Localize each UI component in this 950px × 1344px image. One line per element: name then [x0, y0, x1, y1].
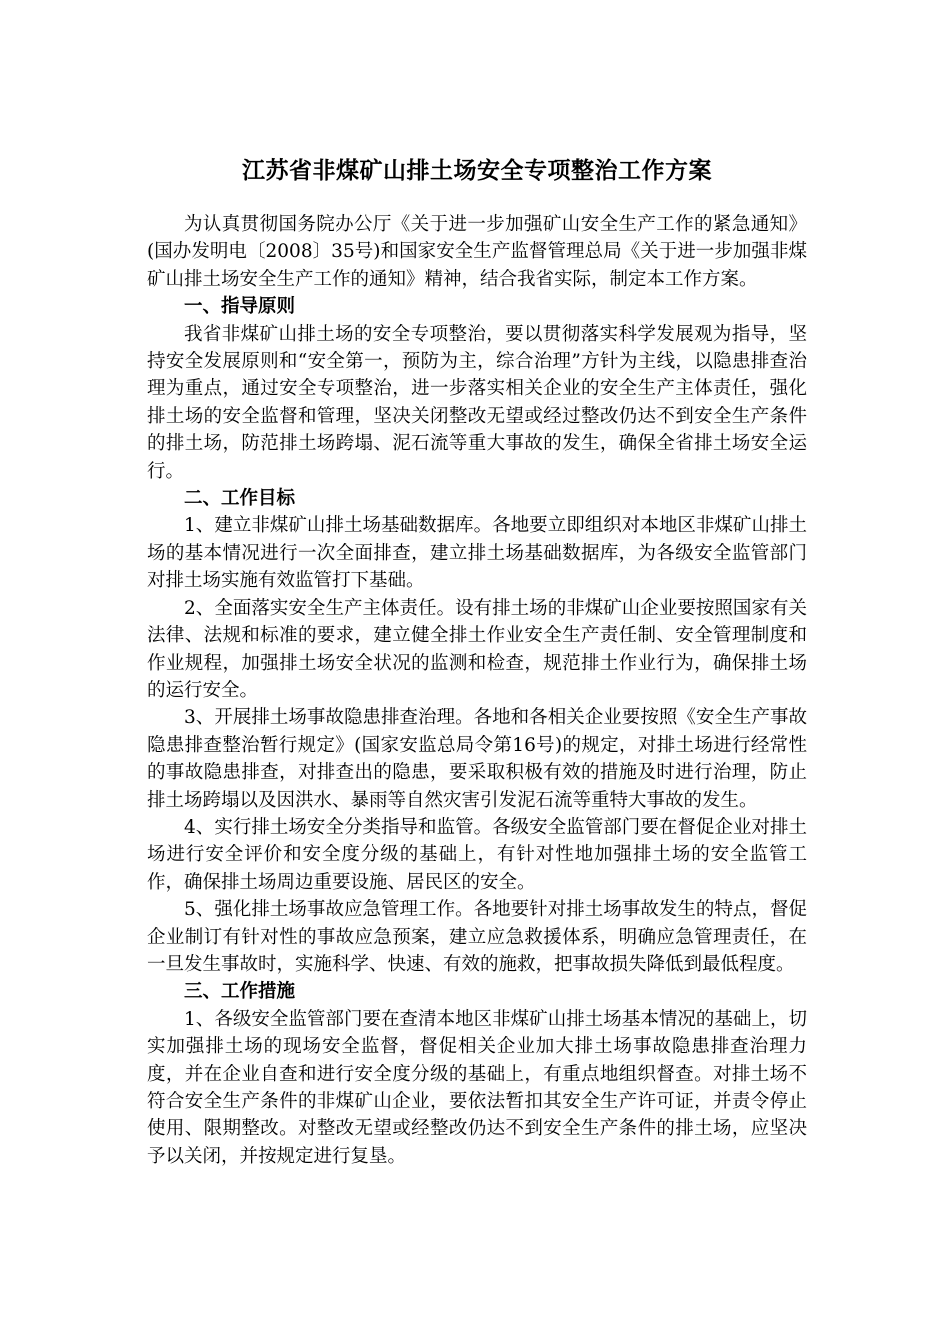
- objective-item-1: 1、建立非煤矿山排土场基础数据库。各地要立即组织对本地区非煤矿山排土场的基本情况进行一次全面排查，建立排土场基础数据库，为各级安全监管部门对排土场实施有效监管打下基础。: [147, 515, 807, 592]
- objective-item-2: 2、全面落实安全生产主体责任。设有排土场的非煤矿山企业要按照国家有关法律、法规和标准的要求，建立健全排土作业安全生产责任制、安全管理制度和作业规程，加强排土场安全状况的监测和检查，规范排土作业行为，确保排土场的运行安全。: [147, 597, 807, 701]
- objective-item-3: 3、开展排土场事故隐患排查治理。各地和各相关企业要按照《安全生产事故隐患排查整治暂行规定》(国家安监总局令第16号)的规定，对排土场进行经常性的事故隐患排查，对排查出的隐患，要采取积极有效的措施及时进行治理，防止排土场跨塌以及因洪水、暴雨等自然灾害引发泥石流等重特大事故的发生。: [147, 707, 807, 811]
- objective-item-5: 5、强化排土场事故应急管理工作。各地要针对排土场事故发生的特点，督促企业制订有针对性的事故应急预案，建立应急救援体系，明确应急管理责任，在一旦发生事故时，实施科学、快速、有效的施救，把事故损失降低到最低程度。: [147, 899, 807, 975]
- section-heading-work-objectives: 二、工作目标: [184, 488, 296, 510]
- intro-paragraph: 为认真贯彻国务院办公厅《关于进一步加强矿山安全生产工作的紧急通知》(国办发明电〔2008〕35号)和国家安全生产监督管理总局《关于进一步加强非煤矿山排土场安全生产工作的通知》精神，结合我省实际，制定本工作方案。: [147, 214, 807, 290]
- document-page: [147, 155, 807, 1170]
- section-heading-guiding-principles: 一、指导原则: [184, 296, 296, 318]
- section-heading-work-measures: 三、工作措施: [184, 981, 296, 1003]
- document-title: 江苏省非煤矿山排土场安全专项整治工作方案: [242, 158, 712, 184]
- guiding-principles-paragraph: 我省非煤矿山排土场的安全专项整治，要以贯彻落实科学发展观为指导，坚持安全发展原则和“安全第一，预防为主，综合治理”方针为主线，以隐患排查治理为重点，通过安全专项整治，进一步落实相关企业的安全生产主体责任，强化排土场的安全监督和管理，坚决关闭整改无望或经过整改仍达不到安全生产条件的排土场，防范排土场跨塌、泥石流等重大事故的发生，确保全省排土场安全运行。: [147, 323, 807, 482]
- measure-item-1: 1、各级安全监管部门要在查清本地区非煤矿山排土场基本情况的基础上，切实加强排土场的现场安全监督，督促相关企业加大排土场事故隐患排查治理力度，并在企业自查和进行安全度分级的基础上，有重点地组织督查。对排土场不符合安全生产条件的非煤矿山企业，要依法暂扣其安全生产许可证，并责令停止使用、限期整改。对整改无望或经整改仍达不到安全生产条件的排土场，应坚决予以关闭，并按规定进行复垦。: [147, 1008, 807, 1167]
- objective-item-4: 4、实行排土场安全分类指导和监管。各级安全监管部门要在督促企业对排土场进行安全评价和安全度分级的基础上，有针对性地加强排土场的安全监管工作，确保排土场周边重要设施、居民区的安全。: [147, 816, 807, 893]
